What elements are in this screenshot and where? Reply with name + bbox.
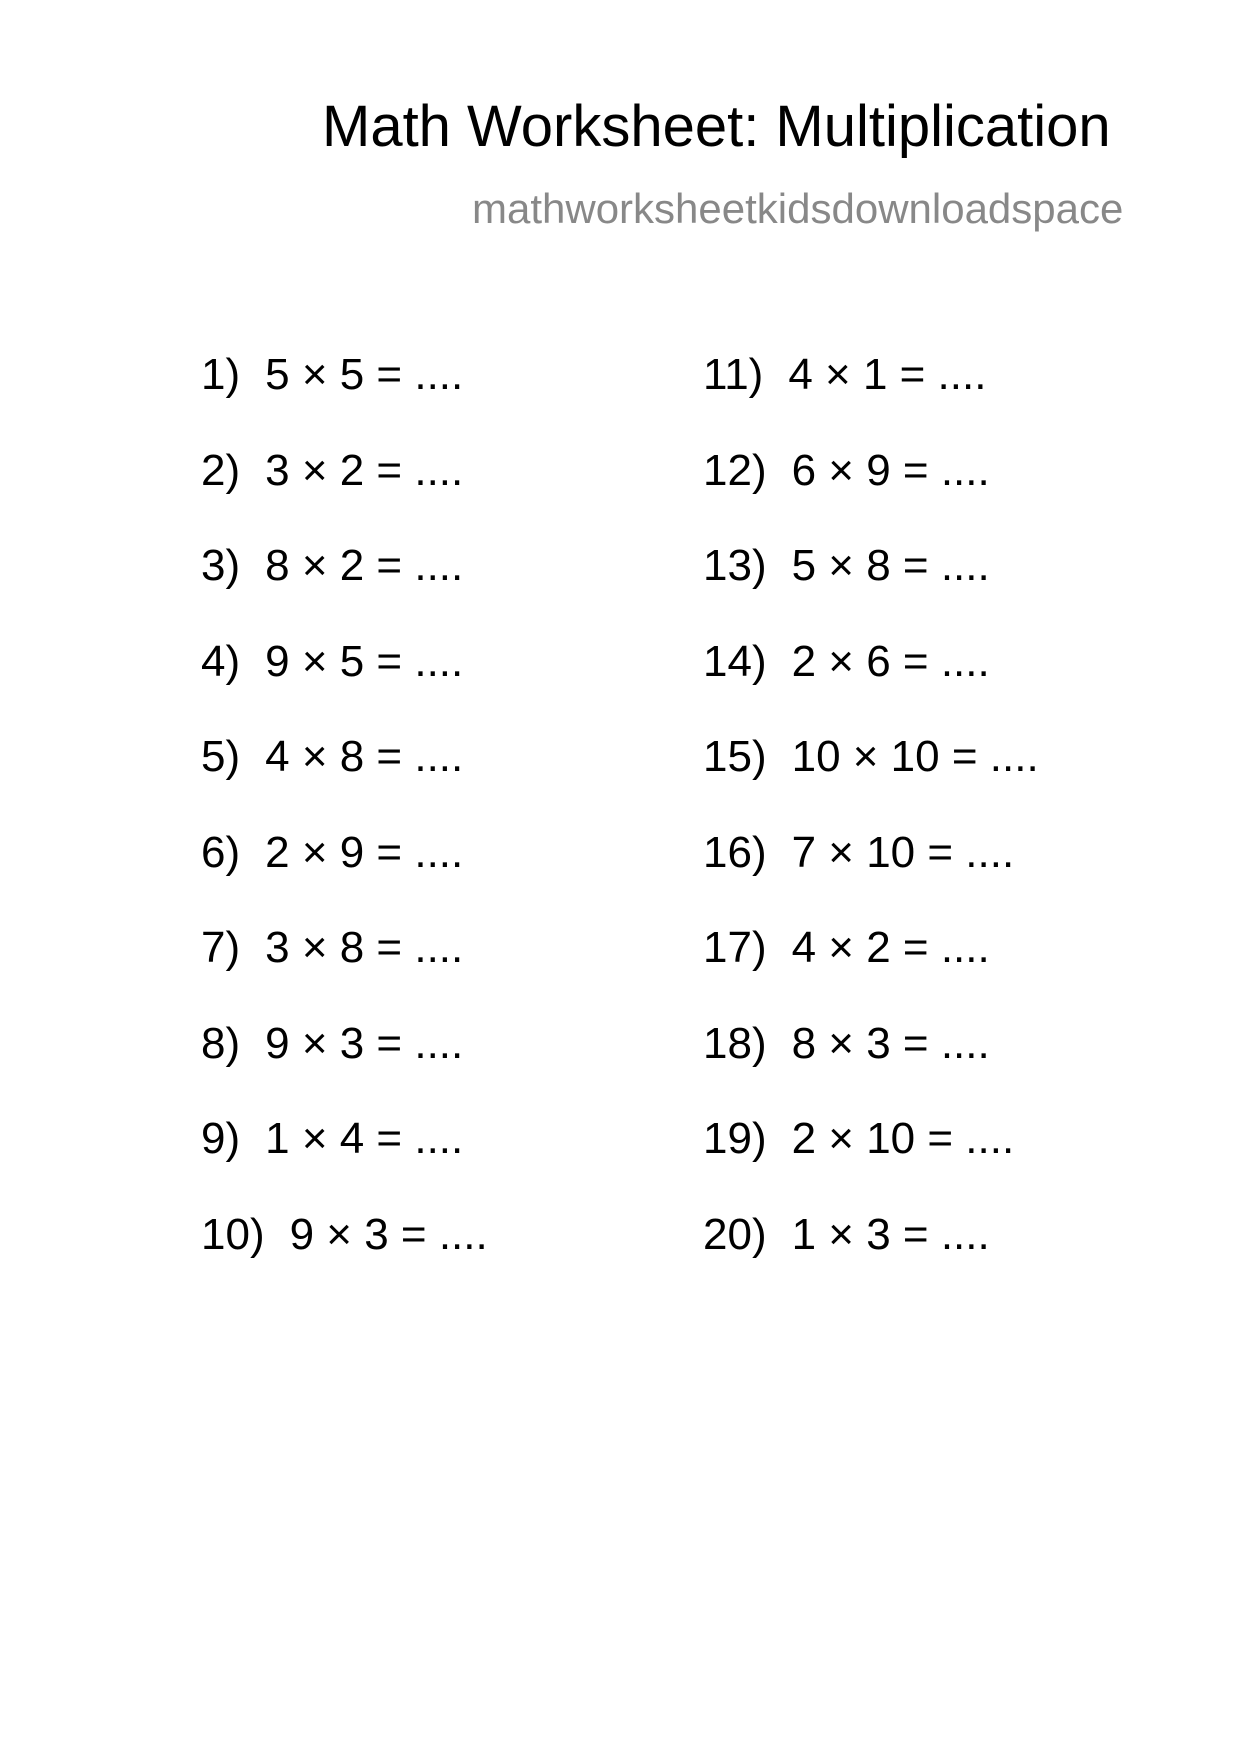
problem-item [201, 732, 681, 831]
problem-expression: 7 × 10 = .... [791, 827, 1015, 877]
problem-item [703, 827, 1183, 927]
problem-item [201, 350, 681, 449]
problem-expression: 9 × 3 = .... [289, 1209, 488, 1259]
problem-number: 10) [201, 1209, 265, 1259]
problem-number: 16) [703, 827, 767, 877]
problem-expression: 2 × 10 = .... [791, 1114, 1015, 1163]
problem-item [201, 541, 681, 640]
problem-number: 4) [201, 636, 241, 686]
site-watermark-text: mathworksheetkidsdownloadspace [472, 185, 1124, 232]
problem-expression: 4 × 8 = .... [265, 732, 464, 781]
problem-item [703, 350, 1183, 449]
problem-item [201, 1018, 681, 1118]
problem-expression: 5 × 5 = .... [265, 350, 464, 399]
problem-item [703, 1114, 1183, 1213]
problem-number: 7) [201, 923, 241, 972]
problem-item [201, 923, 681, 1022]
problem-number: 18) [703, 1018, 767, 1068]
problem-item [703, 1018, 1183, 1118]
problem-expression: 4 × 1 = .... [788, 350, 987, 399]
problem-expression: 6 × 9 = .... [791, 445, 990, 495]
problem-item [703, 923, 1183, 1022]
problem-number: 6) [201, 827, 241, 877]
problem-expression: 9 × 3 = .... [265, 1018, 464, 1068]
problem-item [703, 445, 1183, 545]
problem-number: 12) [703, 445, 767, 495]
problem-item [201, 636, 681, 736]
problem-expression: 5 × 8 = .... [791, 541, 990, 590]
problem-number: 17) [703, 923, 767, 972]
problem-number: 3) [201, 541, 241, 590]
problem-item [201, 1209, 681, 1309]
problem-number: 5) [201, 732, 241, 781]
problem-expression: 2 × 6 = .... [791, 636, 990, 686]
problem-number: 14) [703, 636, 767, 686]
problem-item [201, 1114, 681, 1213]
problem-number: 13) [703, 541, 767, 590]
problem-number: 2) [201, 445, 241, 495]
problem-expression: 3 × 2 = .... [265, 445, 464, 495]
problem-expression: 4 × 2 = .... [791, 923, 990, 972]
page-title: Math Worksheet: Multiplication [322, 94, 1111, 159]
problem-number: 11) [703, 350, 764, 399]
problem-number: 15) [703, 732, 767, 781]
problem-item [703, 541, 1183, 640]
problem-item [703, 636, 1183, 736]
problem-expression: 1 × 4 = .... [265, 1114, 464, 1163]
problem-number: 20) [703, 1209, 767, 1259]
problem-number: 9) [201, 1114, 241, 1163]
problem-expression: 2 × 9 = .... [265, 827, 464, 877]
problems-column-right [703, 350, 1183, 1308]
problem-expression: 10 × 10 = .... [791, 732, 1039, 781]
problem-item [703, 1209, 1183, 1309]
problem-number: 1) [201, 350, 241, 399]
problem-expression: 3 × 8 = .... [265, 923, 464, 972]
problem-item [703, 732, 1183, 831]
problem-expression: 1 × 3 = .... [791, 1209, 990, 1259]
problems-column-left [201, 350, 681, 1308]
problem-expression: 9 × 5 = .... [265, 636, 464, 686]
problem-item [201, 445, 681, 545]
problem-item [201, 827, 681, 927]
problem-expression: 8 × 2 = .... [265, 541, 464, 590]
problem-expression: 8 × 3 = .... [791, 1018, 990, 1068]
problem-number: 19) [703, 1114, 767, 1163]
problem-number: 8) [201, 1018, 241, 1068]
